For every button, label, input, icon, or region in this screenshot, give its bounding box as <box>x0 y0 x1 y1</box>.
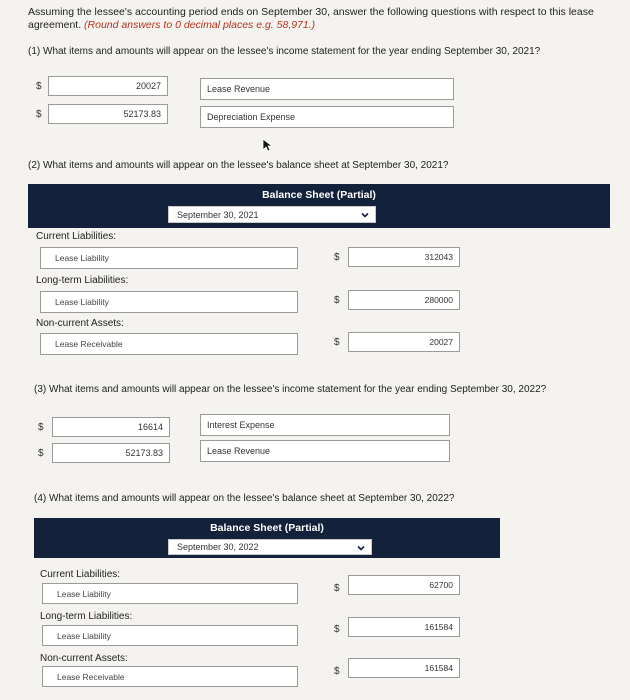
q1-item-select-2[interactable]: Depreciation Expense <box>200 106 454 128</box>
q2-amount-input-1[interactable]: 312043 <box>348 247 460 267</box>
question-4: (4) What items and amounts will appear on the lessee's balance sheet at September 30, 2022? <box>34 493 455 504</box>
question-2: (2) What items and amounts will appear on the lessee's balance sheet at September 30, 2021? <box>28 160 449 171</box>
q1-amount-input-1[interactable]: 20027 <box>48 76 168 96</box>
q4-amount-input-3[interactable]: 161584 <box>348 658 460 678</box>
date-dropdown-value: September 30, 2021 <box>177 209 259 220</box>
q4-item-select-3[interactable]: Lease Receivable <box>42 666 298 687</box>
mouse-cursor-icon <box>262 138 272 152</box>
q4-amount-input-1[interactable]: 62700 <box>348 575 460 595</box>
currency-symbol: $ <box>334 252 340 263</box>
q1-item-select-1[interactable]: Lease Revenue <box>200 78 454 100</box>
currency-symbol: $ <box>334 583 340 594</box>
section-label: Current Liabilities: <box>36 231 117 242</box>
currency-symbol: $ <box>334 337 340 348</box>
currency-symbol: $ <box>334 295 340 306</box>
currency-symbol: $ <box>36 109 42 120</box>
balance-sheet-title: Balance Sheet (Partial) <box>262 189 376 201</box>
instructions <box>28 6 608 32</box>
section-label: Long-term Liabilities: <box>36 275 129 286</box>
currency-symbol: $ <box>334 666 340 677</box>
date-dropdown[interactable] <box>168 539 372 555</box>
rounding-note: (Round answers to 0 decimal places e.g. 58,971.) <box>84 19 316 31</box>
q4-amount-input-2[interactable]: 161584 <box>348 617 460 637</box>
q2-item-select-1[interactable]: Lease Liability <box>40 247 298 269</box>
q3-item-select-1[interactable]: Interest Expense <box>200 414 450 436</box>
currency-symbol: $ <box>38 448 44 459</box>
currency-symbol: $ <box>334 624 340 635</box>
section-label: Non-current Assets: <box>40 653 128 664</box>
question-3: (3) What items and amounts will appear on the lessee's income statement for the year ending September 30, 2022? <box>34 384 547 395</box>
q1-amount-input-2[interactable]: 52173.83 <box>48 104 168 124</box>
balance-sheet-title: Balance Sheet (Partial) <box>210 522 324 534</box>
q4-item-select-1[interactable]: Lease Liability <box>42 583 298 604</box>
date-dropdown-value: September 30, 2022 <box>177 542 259 552</box>
q3-item-select-2[interactable]: Lease Revenue <box>200 440 450 462</box>
chevron-down-icon <box>357 544 365 552</box>
q3-amount-input-2[interactable]: 52173.83 <box>52 443 170 463</box>
date-dropdown[interactable] <box>168 206 376 223</box>
section-label: Current Liabilities: <box>40 569 121 580</box>
q2-amount-input-2[interactable]: 280000 <box>348 290 460 310</box>
chevron-down-icon <box>361 211 369 219</box>
q2-amount-input-3[interactable]: 20027 <box>348 332 460 352</box>
balance-sheet-header-2021 <box>28 184 610 228</box>
instructions-text: Assuming the lessee's accounting period ends on September 30, answer the following questions with respect to this lease agreement. <box>28 6 594 31</box>
section-label: Non-current Assets: <box>36 318 124 329</box>
q3-amount-input-1[interactable]: 16614 <box>52 417 170 437</box>
currency-symbol: $ <box>36 81 42 92</box>
q2-item-select-3[interactable]: Lease Receivable <box>40 333 298 355</box>
balance-sheet-header-2022 <box>34 518 500 558</box>
currency-symbol: $ <box>38 422 44 433</box>
q4-item-select-2[interactable]: Lease Liability <box>42 625 298 646</box>
section-label: Long-term Liabilities: <box>40 611 133 622</box>
q2-item-select-2[interactable]: Lease Liability <box>40 291 298 313</box>
question-1: (1) What items and amounts will appear on the lessee's income statement for the year ending September 30, 2021? <box>28 46 541 57</box>
